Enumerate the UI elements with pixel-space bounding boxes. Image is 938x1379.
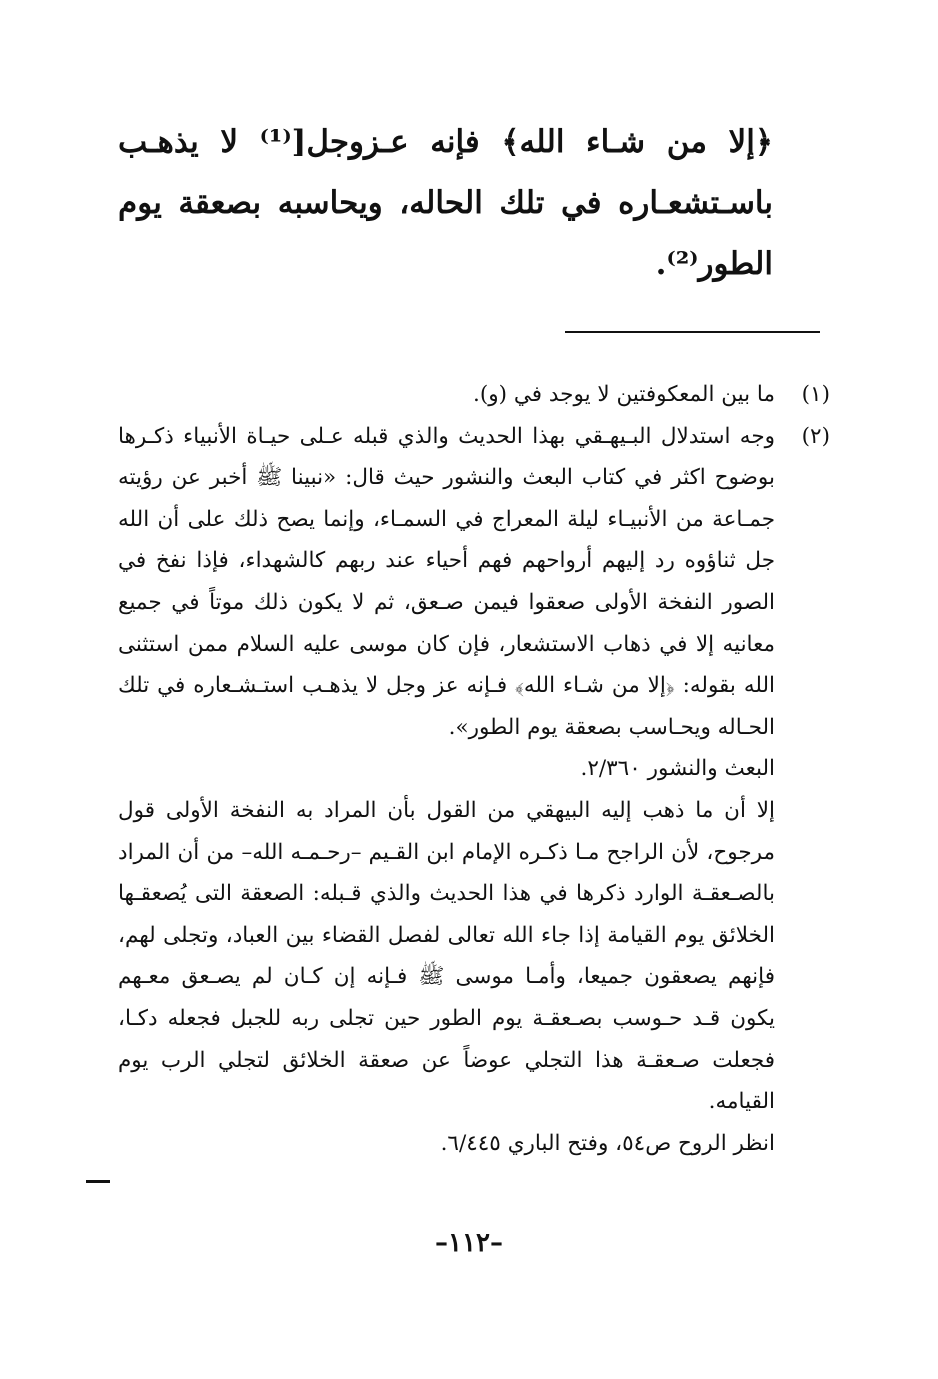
commentary-paragraph: إلا أن ما ذهب إليه البيهقي من القول بأن المراد به النفخة الأولى قول مرجوح، لأن الراجح مـا ذكـره الإمام ابن القـيم –رحـمـه الله– من أن المراد بالصـعقـة الوارد ذكرها في هذا الحديث والذي قـبله: الصعقة التى يُصعقـها الخلائق يوم القيامة إذا جاء الله تعالى لفصل القضاء بين العباد، وتجلى لهم، فإنهم يصعقون جميعا، وأمـا موسى ﷺ فـإنه إن كـان لم يصـعق معـهم يكون قـد حـوسب بصـعقـة يوم الطور حين تجلى ربه للجبل فجعله دكـا، فجعلت صـعقـة هذا التجلي عوضاً عن صعقة الخلائق لتجلي الرب يوم القيامه. xyxy=(118,797,775,1115)
footnote-number: (١) xyxy=(801,382,830,407)
footnote-number: (٢) xyxy=(801,423,830,449)
footnote-separator xyxy=(565,331,820,333)
footnote-1 xyxy=(118,374,830,416)
main-text: ﴿إلا من شـاء الله﴾ فإنه عـزوجل[⁽¹⁾ لا يذهـب باسـتشعـاره في تلك الحاله، ويحاسبه بصعقة يوم الطور⁽²⁾. xyxy=(118,124,773,282)
footnote-text: ما بين المعكوفتين لا يوجد في (و). xyxy=(473,382,775,407)
footnotes-section xyxy=(118,374,830,1164)
final-reference: انظر الروح ص٥٤، وفتح الباري ٦/٤٤٥. xyxy=(440,1130,775,1156)
footnote-text: وجه استدلال البـيهـقي بهذا الحديث والذي قبله عـلى حيـاة الأنبياء ذكـرها بوضوح اكثر في كتاب البعث والنشور حيث قال: «نبينا ﷺ أخبر عن رؤيته جمـاعة من الأنبيـاء ليلة المعراج في السمـاء، وإنما يصح ذلك على أن الله جل ثناؤوه رد إليهم أرواحهم فهم أحياء عند ربهم كالشهداء، فإذا نفخ في الصور النفخة الأولى صعقوا فيمن صـعق، ثم لا يكون ذلك موتاً في جميع معانيه إلا في ذهاب الاستشعار، فإن كان موسى عليه السلام ممن استثنى الله بقوله: ﴿إلا من شـاء الله﴾ فـإنه عز وجل لا يذهـب استـشـعاره في تلك الحـاله ويحـاسب بصعقة يوم الطور». xyxy=(118,423,775,740)
footnote-2 xyxy=(118,416,830,749)
source-reference: البعث والنشور ٢/٣٦٠. xyxy=(580,756,775,782)
margin-mark xyxy=(86,1180,110,1183)
page-number: –١١٢– xyxy=(435,1228,503,1258)
